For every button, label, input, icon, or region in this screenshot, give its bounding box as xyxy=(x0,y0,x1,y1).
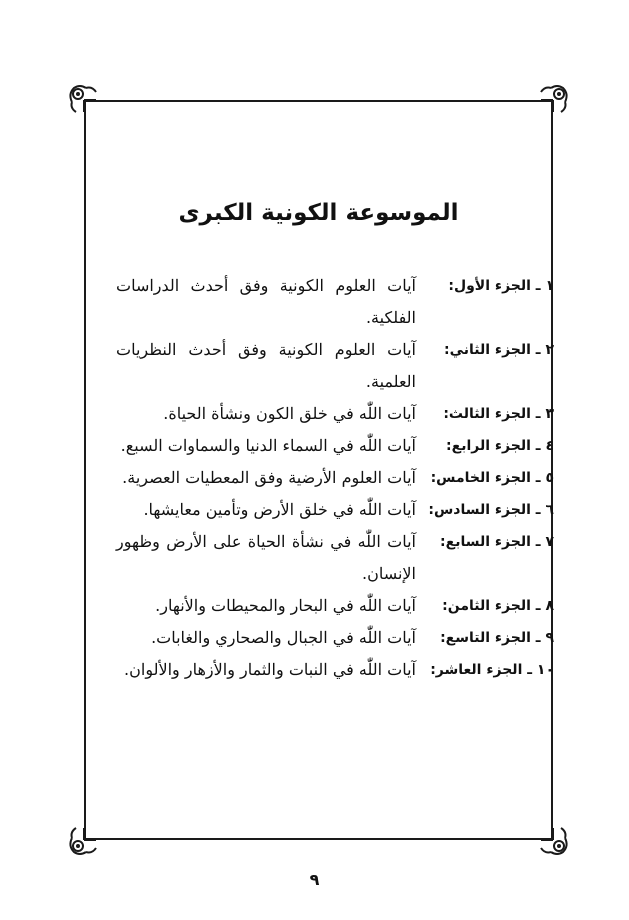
volume-item-7 xyxy=(84,526,554,590)
volume-description: آيات اللّٰه في النبات والثمار والأزهار والألوان. xyxy=(124,660,416,679)
volume-label: ٩ ـ الجزء التاسع: xyxy=(440,630,554,646)
volume-item-4 xyxy=(84,430,554,462)
volume-description: آيات اللّٰه في السماء الدنيا والسماوات السبع. xyxy=(120,436,416,455)
corner-ornament-bottom-right xyxy=(531,818,571,858)
volume-item-9 xyxy=(84,622,554,654)
volume-description: آيات اللّٰه في خلق الكون ونشأة الحياة. xyxy=(163,404,416,423)
corner-ornament-top-right xyxy=(531,82,571,122)
volume-description: آيات العلوم الكونية وفق أحدث الدراسات الفلكية. xyxy=(116,276,416,327)
page-number: ٩ xyxy=(309,870,320,889)
volume-description: آيات اللّٰه في نشأة الحياة على الأرض وظهور الإنسان. xyxy=(116,532,416,583)
volume-item-5 xyxy=(84,462,554,494)
volume-label: ٣ ـ الجزء الثالث: xyxy=(443,406,554,422)
volume-description: آيات اللّٰه في الجبال والصحاري والغابات. xyxy=(151,628,416,647)
volume-label: ٢ ـ الجزء الثاني: xyxy=(443,342,554,358)
volume-label: ٨ ـ الجزء الثامن: xyxy=(442,598,554,614)
volume-description: آيات العلوم الأرضية وفق المعطيات العصرية. xyxy=(122,468,416,487)
volume-item-3 xyxy=(84,398,554,430)
page-title: الموسوعة الكونية الكبرى xyxy=(178,200,459,226)
volume-item-8 xyxy=(84,590,554,622)
volume-label: ١ ـ الجزء الأول: xyxy=(448,278,554,294)
volume-label: ٧ ـ الجزء السابع: xyxy=(440,534,554,550)
volume-description: آيات العلوم الكونية وفق أحدث النظريات العلمية. xyxy=(116,340,416,391)
volume-list xyxy=(84,270,554,686)
volume-item-10 xyxy=(84,654,554,686)
volume-description: آيات اللّٰه في البحار والمحيطات والأنهار. xyxy=(155,596,416,615)
volume-label: ٤ ـ الجزء الرابع: xyxy=(446,438,554,454)
volume-label: ٦ ـ الجزء السادس: xyxy=(428,502,554,518)
volume-description: آيات اللّٰه في خلق الأرض وتأمين معايشها. xyxy=(143,500,416,519)
volume-label: ١٠ ـ الجزء العاشر: xyxy=(430,662,554,678)
volume-item-6 xyxy=(84,494,554,526)
volume-label: ٥ ـ الجزء الخامس: xyxy=(430,470,554,486)
volume-item-1 xyxy=(84,270,554,334)
volume-item-2 xyxy=(84,334,554,398)
corner-ornament-top-left xyxy=(66,82,106,122)
corner-ornament-bottom-left xyxy=(66,818,106,858)
